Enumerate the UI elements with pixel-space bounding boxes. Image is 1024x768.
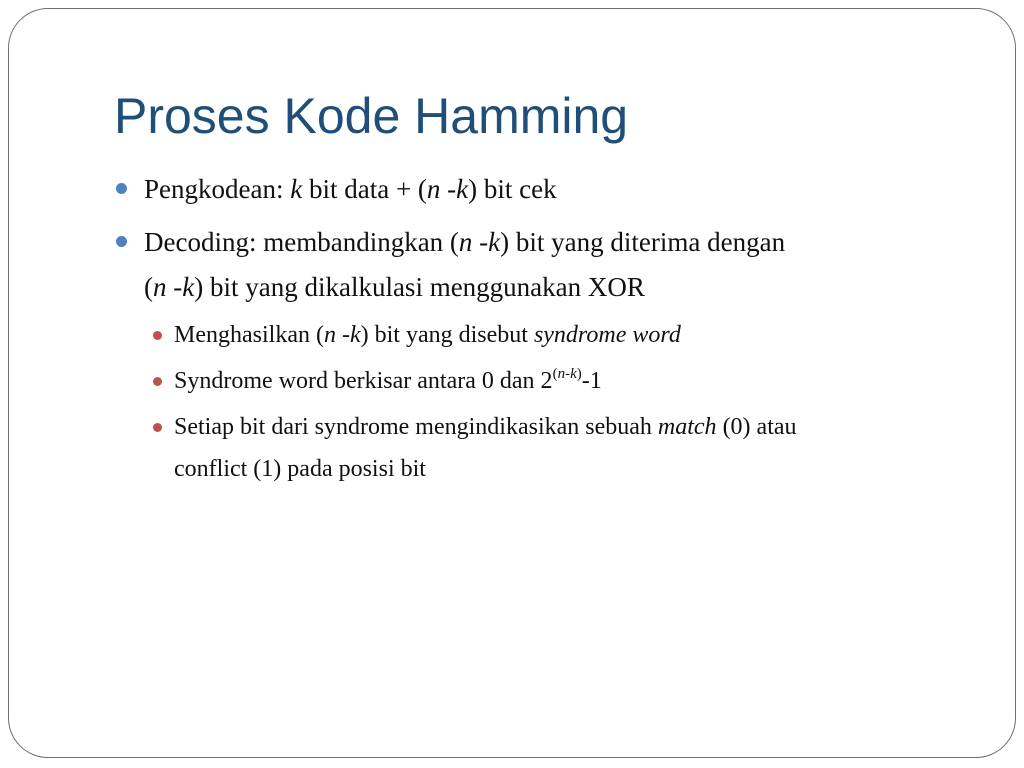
bullet-dot-icon [116, 236, 127, 247]
bullet-encoding: Pengkodean: k bit data + (n -k) bit cek [144, 174, 557, 204]
sub-bullet-syndrome: Menghasilkan (n -k) bit yang disebut syndrome word [174, 322, 681, 348]
bullet-decoding-line1: Decoding: membandingkan (n -k) bit yang diterima dengan [144, 227, 786, 257]
bullet-dot-icon [116, 183, 127, 194]
slide-title: Proses Kode Hamming [114, 88, 629, 144]
sub-bullet-range: Syndrome word berkisar antara 0 dan 2$^{(n-k)}$-1 [174, 366, 602, 394]
exponent: (n-k) [552, 366, 582, 382]
sub-bullet-dot-icon [153, 377, 162, 386]
sub-bullet-dot-icon [153, 331, 162, 340]
bullet-decoding-line2: (n -k) bit yang dikalkulasi menggunakan XOR [144, 272, 645, 302]
sub-bullet-dot-icon [153, 423, 162, 432]
sub-bullet-match-line1: Setiap bit dari syndrome mengindikasikan sebuah match (0) atau [174, 414, 797, 440]
sub-bullet-match-line2: conflict (1) pada posisi bit [174, 456, 426, 482]
